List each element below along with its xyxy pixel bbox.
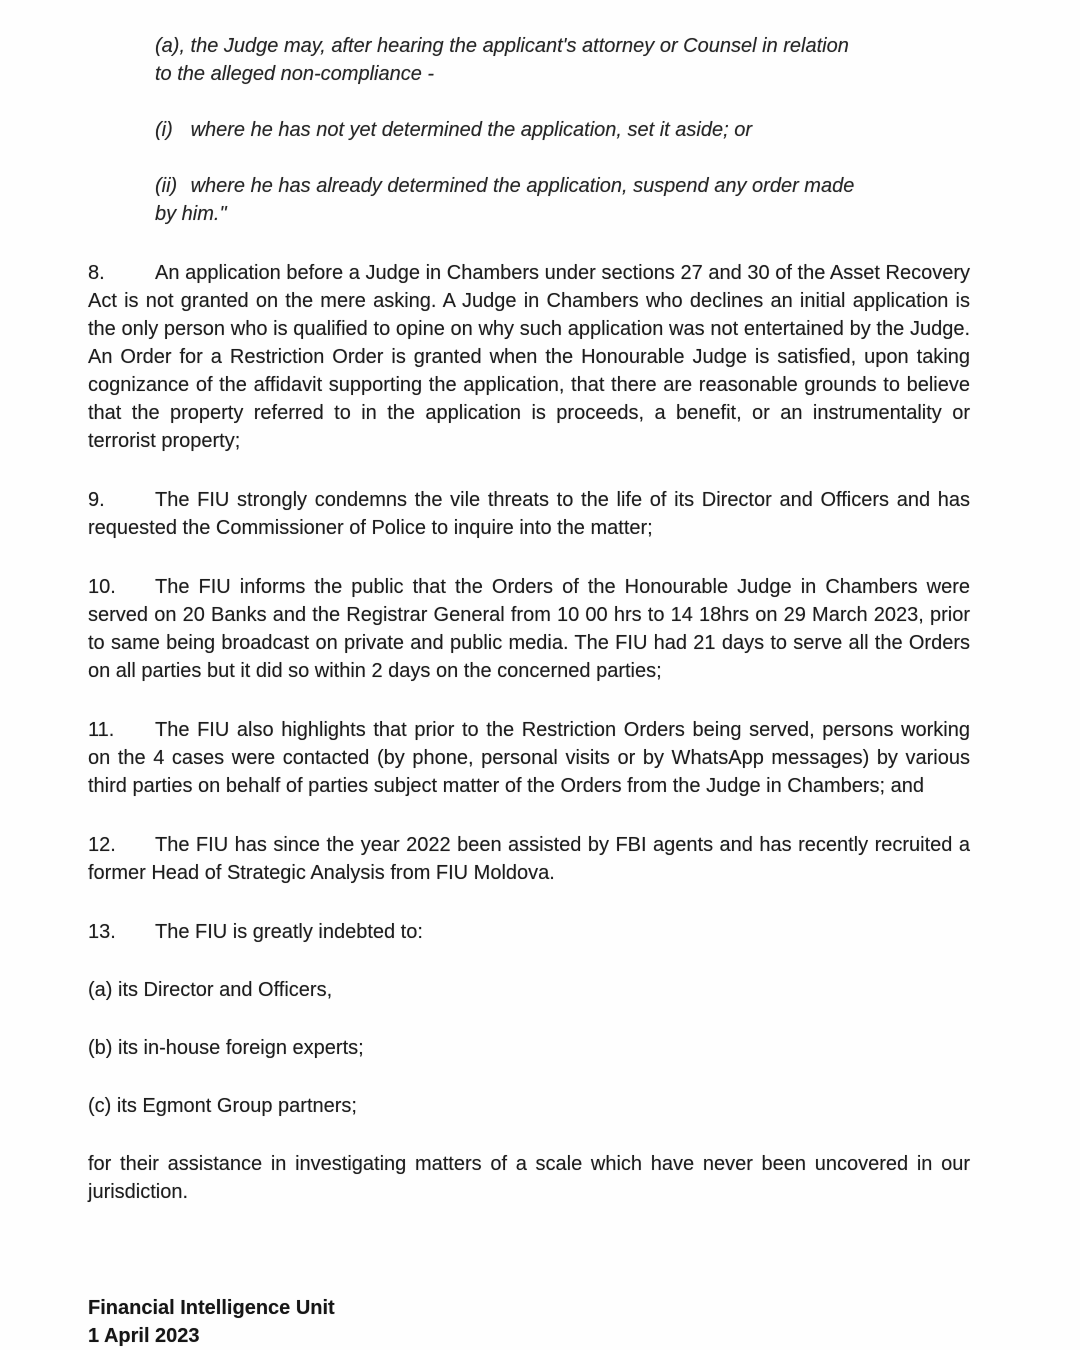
paragraph-10 <box>88 573 970 685</box>
quote-item-label: (ii) <box>155 175 178 197</box>
quote-item-text: where he has already determined the application, suspend any order made by him." <box>155 175 855 225</box>
paragraph-12 <box>88 831 970 887</box>
paragraph-number: 10. <box>88 576 116 598</box>
quote-intro: (a), the Judge may, after hearing the applicant's attorney or Counsel in relation to the alleged non-compliance - <box>155 35 849 85</box>
signature-org: Financial Intelligence Unit <box>88 1297 335 1319</box>
paragraph-text: The FIU informs the public that the Orders of the Honourable Judge in Chambers were served on 20 Banks and the Registrar General from 10 00 hrs to 14 18hrs on 29 March 2023, prior to same being broadcast on private and public media. The FIU had 21 days to serve all the Orders on all parties but it did so within 2 days on the concerned parties; <box>88 576 970 682</box>
closing-paragraph: for their assistance in investigating matters of a scale which have never been uncovered in our jurisdiction. <box>88 1153 970 1203</box>
paragraph-text: The FIU has since the year 2022 been assisted by FBI agents and has recently recruited a former Head of Strategic Analysis from FIU Moldova. <box>88 834 970 884</box>
quote-item-ii <box>155 172 869 228</box>
paragraph-13 <box>88 918 970 946</box>
signature-date: 1 April 2023 <box>88 1325 200 1347</box>
paragraph-number: 13. <box>88 921 116 943</box>
quote-item-label: (i) <box>155 119 173 141</box>
paragraph-text: The FIU strongly condemns the vile threats to the life of its Director and Officers and has requested the Commissioner of Police to inquire into the matter; <box>88 489 970 539</box>
paragraph-number: 11. <box>88 719 115 741</box>
quoted-excerpt <box>155 32 869 228</box>
paragraph-text: The FIU is greatly indebted to: <box>155 921 423 943</box>
signature-block <box>88 1294 970 1350</box>
paragraph-text: An application before a Judge in Chambers under sections 27 and 30 of the Asset Recovery Act is not granted on the mere asking. A Judge in Chambers who declines an initial application is the only person who is qualified to opine on why such application was not entertained by the Judge. An Order for a Restriction Order is granted when the Honourable Judge is satisfied, upon taking cognizance of the affidavit supporting the application, that there are reasonable grounds to believe that the property referred to in the application is proceeds, a benefit, or an instrumentality or terrorist property; <box>88 262 970 452</box>
paragraph-9 <box>88 486 970 542</box>
quote-item-i <box>155 116 869 144</box>
paragraph-number: 12. <box>88 834 116 856</box>
paragraph-text: The FIU also highlights that prior to the Restriction Orders being served, persons working on the 4 cases were contacted (by phone, personal visits or by WhatsApp messages) by various third parties on behalf of parties subject matter of the Orders from the Judge in Chambers; and <box>88 719 970 797</box>
paragraph-number: 8. <box>88 262 105 284</box>
paragraph-8 <box>88 259 970 455</box>
quote-item-text: where he has not yet determined the application, set it aside; or <box>190 119 753 141</box>
list-item-a: (a) its Director and Officers, <box>88 979 333 1001</box>
paragraph-number: 9. <box>88 489 105 511</box>
paragraph-11 <box>88 716 970 800</box>
list-item-c: (c) its Egmont Group partners; <box>88 1095 357 1117</box>
list-item-b: (b) its in-house foreign experts; <box>88 1037 364 1059</box>
